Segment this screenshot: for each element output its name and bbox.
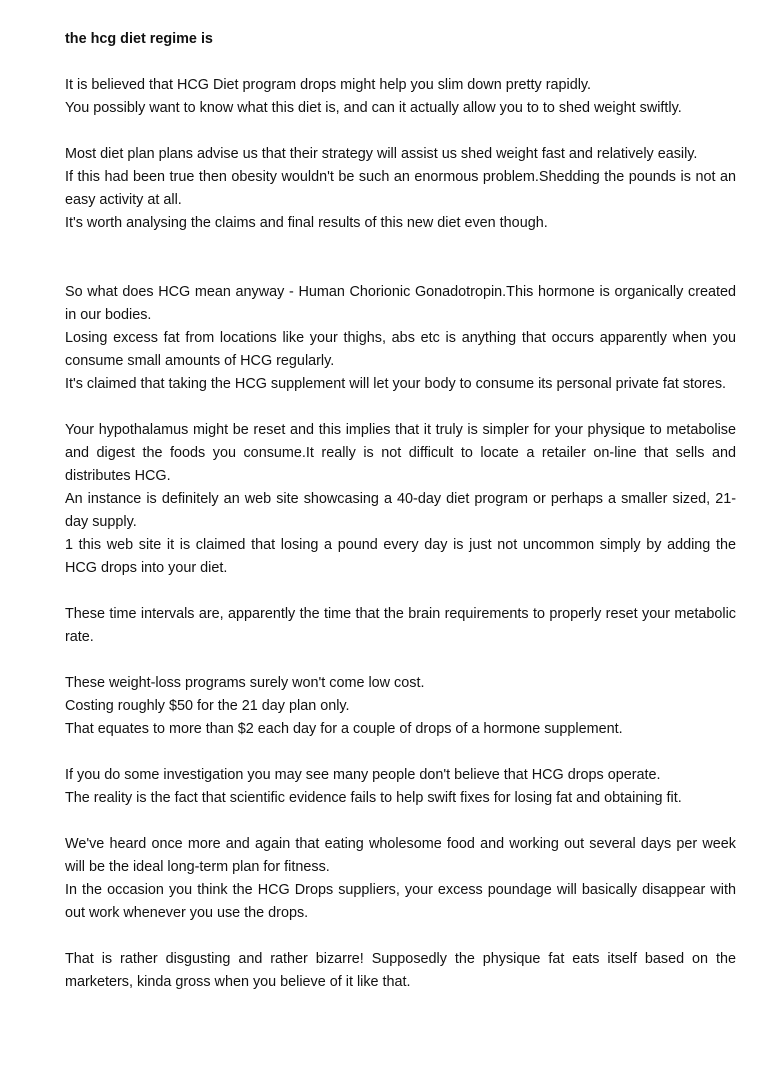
paragraph-5 — [65, 603, 736, 649]
paragraph-line: It's claimed that taking the HCG supplement will let your body to consume its personal private fat stores. — [65, 376, 727, 392]
paragraph-line: So what does HCG mean anyway - Human Chorionic Gonadotropin.This hormone is organically created in our bodies. — [65, 284, 736, 323]
paragraph-line: It is believed that HCG Diet program drops might help you slim down pretty rapidly. — [65, 77, 592, 93]
paragraph-line: Your hypothalamus might be reset and this implies that it truly is simpler for your physique to metabolise and digest the foods you consume.It really is not difficult to locate a retailer on-line that sells and distributes HCG. — [65, 422, 736, 484]
document-title: the hcg diet regime is — [65, 31, 213, 47]
paragraph-line: The reality is the fact that scientific evidence fails to help swift fixes for losing fat and obtaining fit. — [65, 790, 682, 806]
paragraph-2 — [65, 143, 736, 235]
paragraph-line: We've heard once more and again that eating wholesome food and working out several days per week will be the ideal long-term plan for fitness. — [65, 836, 736, 875]
paragraph-line: It's worth analysing the claims and final results of this new diet even though. — [65, 215, 548, 231]
paragraph-line: In the occasion you think the HCG Drops suppliers, your excess poundage will basically disappear with out work whenever you use the drops. — [65, 882, 736, 921]
paragraph-line: These weight-loss programs surely won't come low cost. — [65, 675, 425, 691]
paragraph-line: You possibly want to know what this diet is, and can it actually allow you to to shed weight swiftly. — [65, 100, 682, 116]
document-page — [65, 28, 736, 1017]
paragraph-line: If you do some investigation you may see many people don't believe that HCG drops operate. — [65, 767, 661, 783]
paragraph-line: Costing roughly $50 for the 21 day plan only. — [65, 698, 350, 714]
paragraph-line: An instance is definitely an web site showcasing a 40-day diet program or perhaps a smaller sized, 21-day supply. — [65, 491, 736, 530]
paragraph-line: If this had been true then obesity wouldn't be such an enormous problem.Shedding the pounds is not an easy activity at all. — [65, 169, 736, 208]
paragraph-line: These time intervals are, apparently the time that the brain requirements to properly reset your metabolic rate. — [65, 606, 736, 645]
paragraph-1 — [65, 74, 736, 120]
paragraph-line: That is rather disgusting and rather bizarre! Supposedly the physique fat eats itself based on the marketers, kinda gross when you believe of it like that. — [65, 951, 736, 990]
paragraph-line: Most diet plan plans advise us that their strategy will assist us shed weight fast and relatively easily. — [65, 146, 698, 162]
paragraph-line: 1 this web site it is claimed that losing a pound every day is just not uncommon simply by adding the HCG drops into your diet. — [65, 537, 736, 576]
paragraph-8 — [65, 833, 736, 925]
paragraph-line: Losing excess fat from locations like your thighs, abs etc is anything that occurs apparently when you consume small amounts of HCG regularly. — [65, 330, 736, 369]
paragraph-6 — [65, 672, 736, 741]
paragraph-line: That equates to more than $2 each day for a couple of drops of a hormone supplement. — [65, 721, 623, 737]
paragraph-3 — [65, 281, 736, 396]
paragraph-4 — [65, 419, 736, 580]
paragraph-7 — [65, 764, 736, 810]
paragraph-9 — [65, 948, 736, 994]
